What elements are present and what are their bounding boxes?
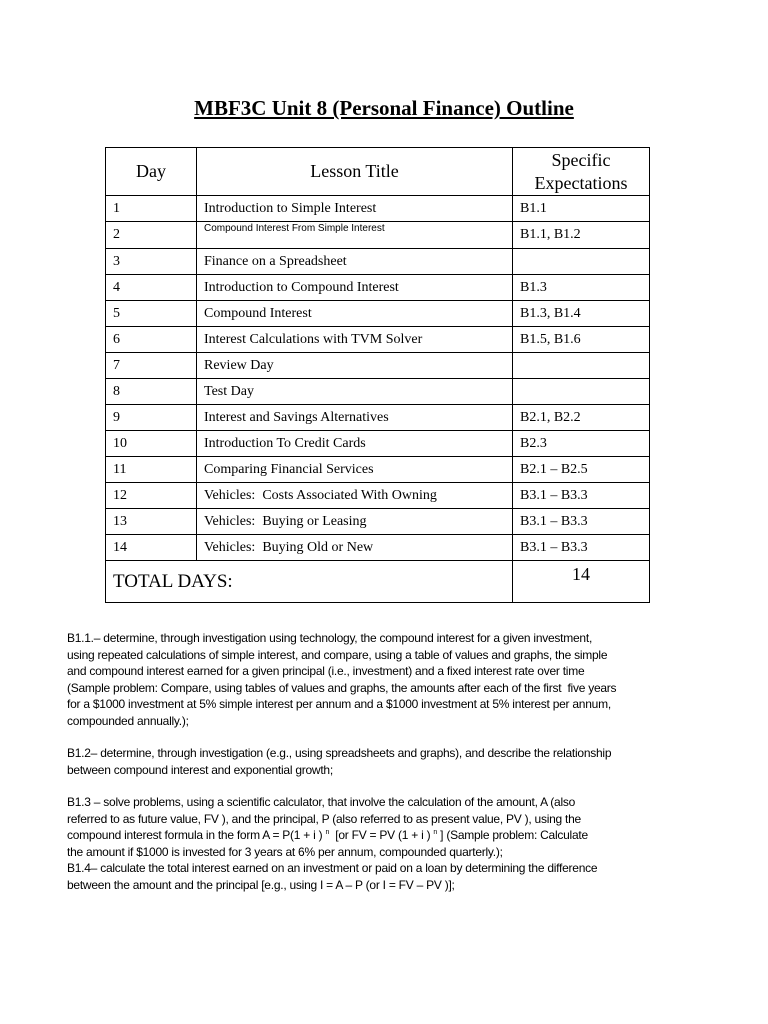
table-row [106,353,650,379]
note-line-formula [67,827,707,844]
day-cell: 5 [106,301,197,327]
note-line: between the amount and the principal [e.g., using I = A – P (or I = FV – PV )]; [67,877,455,892]
day-cell: 2 [106,222,197,249]
lesson-title-cell: Finance on a Spreadsheet [197,249,513,275]
day-cell: 13 [106,509,197,535]
note-line: and compound interest earned for a given principal (i.e., investment) and a fixed interest rate over time [67,664,585,678]
note-line: using repeated calculations of simple interest, and compare, using a table of values and graphs, the simple [67,647,608,662]
expectations-cell: B2.3 [513,431,650,457]
lesson-title-cell: Test Day [197,379,513,405]
note-line: referred to as future value, FV ), and the principal, P (also referred to as present value, PV ), using the [67,811,581,826]
expectations-cell: B1.1, B1.2 [513,222,650,249]
note-line: B1.3 – solve problems, using a scientific calculator, that involve the calculation of the amount, A (also [67,795,576,809]
lesson-title-cell: Introduction To Credit Cards [197,431,513,457]
day-cell: 7 [106,353,197,379]
header-lesson-title: Lesson Title [197,148,513,196]
lesson-title-cell: Introduction to Simple Interest [197,196,513,222]
lesson-title-cell: Compound Interest [197,301,513,327]
page-title: MBF3C Unit 8 (Personal Finance) Outline [194,96,574,120]
expectations-cell: B3.1 – B3.3 [513,509,650,535]
table-row [106,509,650,535]
lesson-title-cell: Review Day [197,353,513,379]
expectations-cell: B2.1 – B2.5 [513,457,650,483]
note-line: compounded annually.); [67,713,189,728]
expectations-cell: B1.3 [513,275,650,301]
expectations-cell: B1.3, B1.4 [513,301,650,327]
lesson-title-cell: Compound Interest From Simple Interest [197,222,513,249]
note-line: between compound interest and exponential growth; [67,762,333,777]
lesson-title-cell: Vehicles: Buying Old or New [197,535,513,561]
table-row [106,431,650,457]
day-cell: 14 [106,535,197,561]
day-cell: 10 [106,431,197,457]
lesson-title-cell: Vehicles: Costs Associated With Owning [197,483,513,509]
expectations-cell [513,353,650,379]
day-cell: 1 [106,196,197,222]
lesson-title-cell: Vehicles: Buying or Leasing [197,509,513,535]
note-line: the amount if $1000 is invested for 3 years at 6% per annum, compounded quarterly.); [67,844,503,859]
expectations-cell [513,379,650,405]
note-line: (Sample problem: Compare, using tables of values and graphs, the amounts after each of the first five years [67,680,617,695]
lesson-title-cell: Interest Calculations with TVM Solver [197,327,513,353]
day-cell: 6 [106,327,197,353]
expectations-cell [513,249,650,275]
formula-text: ] (Sample problem: Calculate [437,828,588,842]
table-header-row [106,148,650,196]
table-row [106,405,650,431]
lesson-title-cell: Interest and Savings Alternatives [197,405,513,431]
note-line: B1.1.– determine, through investigation using technology, the compound interest for a given investment, [67,631,593,645]
table-row [106,249,650,275]
total-row [106,561,650,603]
formula-text: compound interest formula in the form A = P(1 + i ) [67,828,326,842]
note-line: B1.4– calculate the total interest earned on an investment or paid on a loan by determining the difference [67,861,598,875]
table-row [106,535,650,561]
table-row [106,196,650,222]
expectations-cell: B2.1, B2.2 [513,405,650,431]
lesson-title-cell: Comparing Financial Services [197,457,513,483]
table-row [106,379,650,405]
day-cell: 4 [106,275,197,301]
table-row [106,457,650,483]
exponent-n: n [325,829,330,836]
expectations-cell: B1.1 [513,196,650,222]
total-days-value: 14 [513,561,650,603]
table-row [106,222,650,249]
header-specific-expectations: Specific Expectations [513,148,650,196]
expectations-cell: B1.5, B1.6 [513,327,650,353]
table-row [106,327,650,353]
table-row [106,483,650,509]
day-cell: 8 [106,379,197,405]
note-line: B1.2– determine, through investigation (e.g., using spreadsheets and graphs), and describe the relationship [67,746,612,760]
unit-outline-table [105,147,650,603]
expectations-notes [67,630,707,893]
formula-text: [or FV = PV (1 + i ) [329,828,434,842]
day-cell: 9 [106,405,197,431]
day-cell: 3 [106,249,197,275]
note-line: for a $1000 investment at 5% simple interest per annum and a $1000 investment at 5% interest per annum, [67,697,611,711]
expectations-cell: B3.1 – B3.3 [513,483,650,509]
lesson-title-cell: Introduction to Compound Interest [197,275,513,301]
day-cell: 12 [106,483,197,509]
expectations-cell: B3.1 – B3.3 [513,535,650,561]
header-day: Day [106,148,197,196]
exponent-n: n [433,829,438,836]
table-row [106,275,650,301]
table-row [106,301,650,327]
day-cell: 11 [106,457,197,483]
total-days-label: TOTAL DAYS: [106,561,513,603]
